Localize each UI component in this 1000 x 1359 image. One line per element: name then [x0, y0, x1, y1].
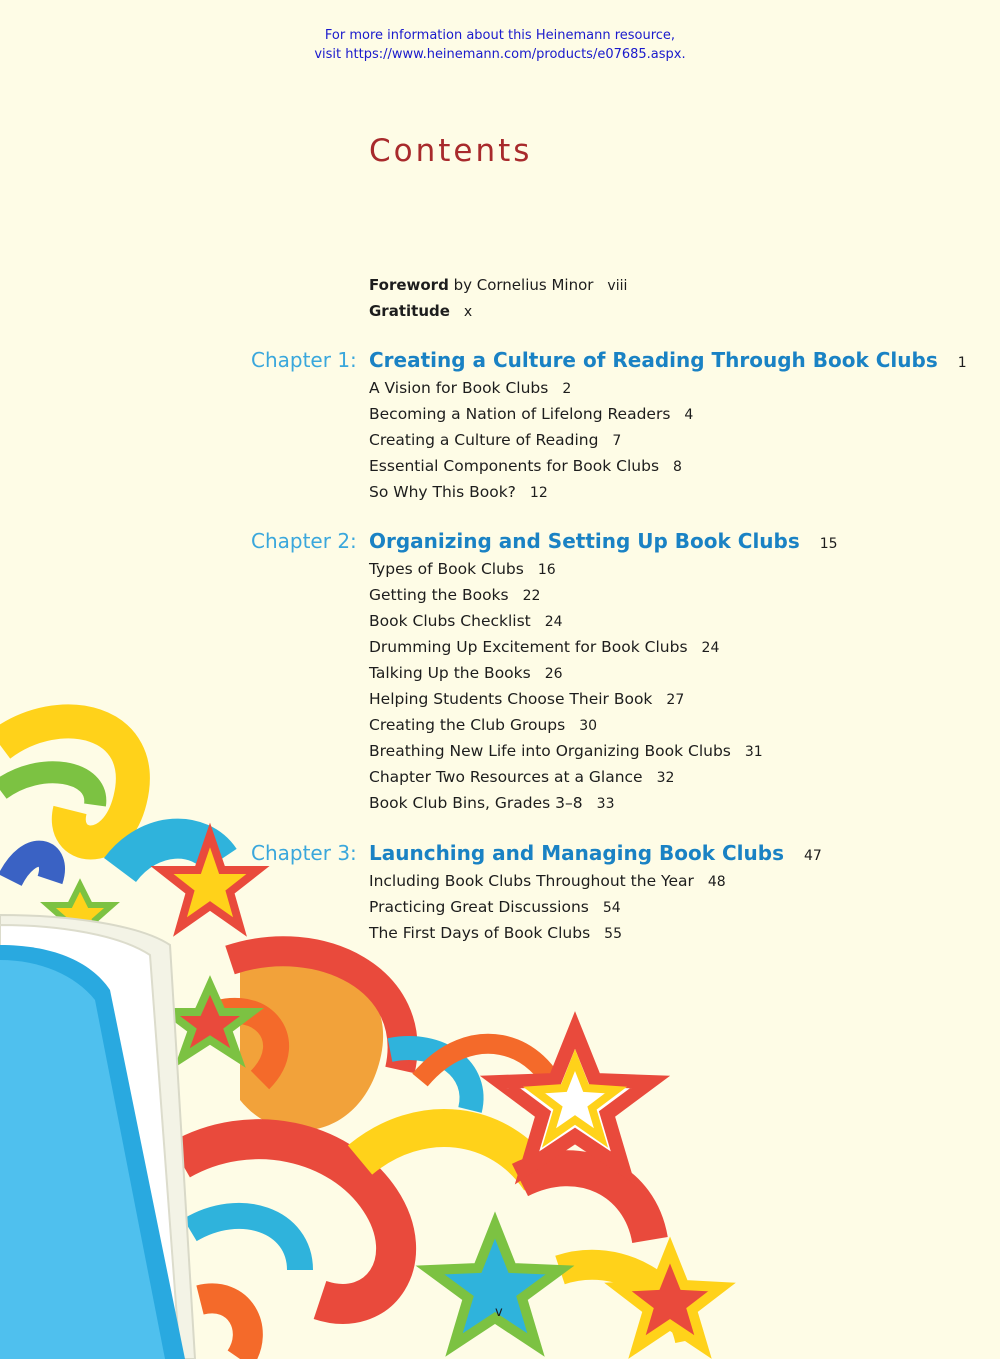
toc-section[interactable] [369, 430, 693, 456]
section-title: The First Days of Book Clubs [369, 924, 591, 942]
chapter-label: Chapter 3: [251, 841, 357, 865]
section-page: 55 [604, 926, 622, 942]
toc-section[interactable] [369, 482, 693, 508]
section-title: Getting the Books [369, 586, 509, 604]
page-title: Contents [369, 132, 533, 169]
section-page: 33 [596, 796, 615, 812]
section-page: 32 [656, 770, 675, 786]
chapter-title-text: Launching and Managing Book Clubs [369, 841, 784, 865]
section-title: Creating the Club Groups [369, 716, 566, 734]
toc-section[interactable] [369, 378, 693, 404]
section-page: 2 [562, 381, 572, 397]
section-title: Becoming a Nation of Lifelong Readers [369, 405, 671, 423]
toc-section[interactable] [369, 456, 693, 482]
resource-notice [0, 26, 1000, 64]
notice-suffix: . [681, 47, 686, 62]
resource-link[interactable]: https://www.heinemann.com/products/e07685.aspx [345, 47, 682, 62]
foreword-label: Foreword [369, 276, 449, 294]
toc-section[interactable] [369, 663, 763, 689]
section-title: Book Clubs Checklist [369, 612, 531, 630]
toc-entry-gratitude[interactable] [369, 301, 472, 322]
section-list [369, 871, 726, 949]
toc-section[interactable] [369, 559, 763, 585]
section-title: Book Club Bins, Grades 3–8 [369, 794, 583, 812]
chapter-page: 15 [819, 536, 838, 552]
toc-section[interactable] [369, 871, 726, 897]
section-page: 22 [522, 588, 541, 604]
toc-section[interactable] [369, 793, 763, 819]
section-title: Helping Students Choose Their Book [369, 690, 653, 708]
section-page: 54 [602, 900, 621, 916]
section-page: 4 [684, 407, 694, 423]
section-list [369, 559, 763, 819]
chapter-label: Chapter 1: [251, 348, 357, 372]
chapter-label: Chapter 2: [251, 529, 357, 553]
section-title: So Why This Book? [369, 483, 516, 501]
chapter-title[interactable] [369, 347, 967, 376]
section-page: 16 [537, 562, 556, 578]
toc-section[interactable] [369, 637, 763, 663]
section-page: 24 [701, 640, 720, 656]
section-page: 31 [744, 744, 763, 760]
section-title: Practicing Great Discussions [369, 898, 589, 916]
notice-prefix: visit [314, 47, 346, 62]
section-page: 12 [529, 485, 548, 501]
chapter-title[interactable] [369, 528, 838, 557]
page-number: v [495, 1305, 503, 1320]
chapter-page: 47 [804, 848, 822, 864]
section-page: 24 [544, 614, 563, 630]
toc-entry-foreword[interactable] [369, 275, 627, 296]
toc-section[interactable] [369, 923, 726, 949]
notice-line-2 [0, 45, 1000, 64]
chapter-title[interactable] [369, 840, 822, 869]
chapter-title-text: Creating a Culture of Reading Through Book Clubs [369, 348, 938, 372]
toc-section[interactable] [369, 611, 763, 637]
toc-section[interactable] [369, 897, 726, 923]
toc-section[interactable] [369, 585, 763, 611]
section-page: 30 [579, 718, 598, 734]
toc-section[interactable] [369, 689, 763, 715]
gratitude-label: Gratitude [369, 302, 450, 320]
section-page: 27 [666, 692, 685, 708]
notice-line-1: For more information about this Heinemann resource, [324, 28, 676, 43]
toc-section[interactable] [369, 715, 763, 741]
section-page: 7 [612, 433, 622, 449]
section-title: Breathing New Life into Organizing Book Clubs [369, 742, 731, 760]
gratitude-page: x [463, 304, 473, 320]
toc-section[interactable] [369, 404, 693, 430]
toc-section[interactable] [369, 767, 763, 793]
foreword-author: by Cornelius Minor [448, 276, 594, 294]
section-title: Including Book Clubs Throughout the Year [369, 872, 694, 890]
toc-section[interactable] [369, 741, 763, 767]
section-title: Drumming Up Excitement for Book Clubs [369, 638, 688, 656]
section-page: 48 [707, 874, 726, 890]
chapter-title-text: Organizing and Setting Up Book Clubs [369, 529, 800, 553]
section-title: Essential Components for Book Clubs [369, 457, 660, 475]
section-title: Types of Book Clubs [369, 560, 524, 578]
section-page: 26 [544, 666, 563, 682]
section-list [369, 378, 693, 508]
section-title: Talking Up the Books [369, 664, 531, 682]
section-page: 8 [673, 459, 682, 475]
section-title: Chapter Two Resources at a Glance [369, 768, 643, 786]
chapter-page: 1 [957, 355, 967, 371]
section-title: A Vision for Book Clubs [369, 379, 549, 397]
section-title: Creating a Culture of Reading [369, 431, 599, 449]
foreword-page: viii [607, 278, 628, 294]
